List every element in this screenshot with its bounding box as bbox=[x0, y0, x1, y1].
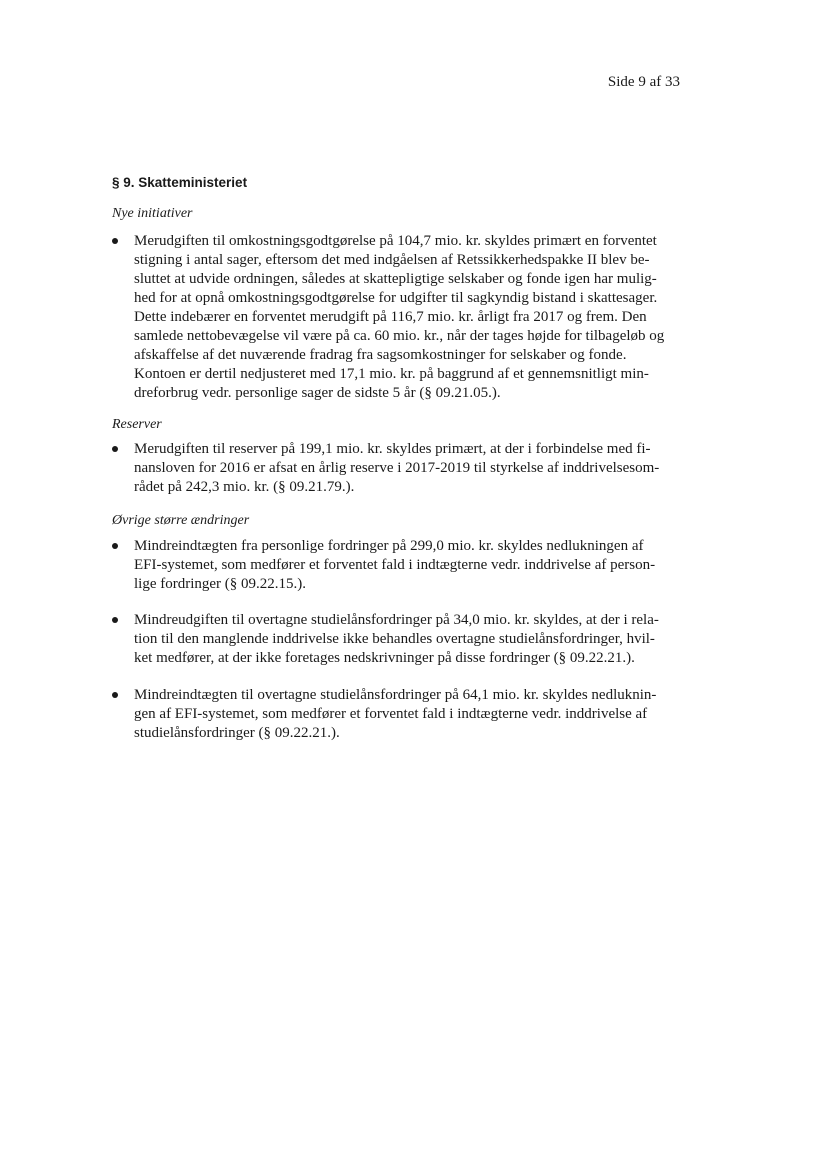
bullet-icon bbox=[112, 692, 118, 698]
bullet-icon bbox=[112, 238, 118, 244]
text-line: Mindreindtægten til overtagne studielånsfordringer på 64,1 mio. kr. skyldes nedluknin- bbox=[134, 687, 657, 703]
text-line: tion til den manglende inddrivelse ikke behandles overtagne studielånsfordringer, hvil- bbox=[134, 631, 655, 647]
text-line: hed for at opnå omkostningsgodtgørelse for udgifter til sagkyndig bistand i skattesager. bbox=[134, 290, 658, 306]
text-line: Merudgiften til omkostningsgodtgørelse på 104,7 mio. kr. skyldes primært en forventet bbox=[134, 233, 657, 249]
text-line: nansloven for 2016 er afsat en årlig reserve i 2017-2019 til styrkelse af inddrivelsesom- bbox=[134, 460, 660, 476]
subheading-nye-initiativer: Nye initiativer bbox=[112, 206, 193, 221]
subheading-oevrige-stoerre-aendringer: Øvrige større ændringer bbox=[112, 513, 250, 528]
text-line: EFI-systemet, som medfører et forventet fald i indtægterne vedr. inddrivelse af person- bbox=[134, 557, 656, 573]
text-line: Merudgiften til reserver på 199,1 mio. kr. skyldes primært, at der i forbindelse med fi- bbox=[134, 441, 651, 457]
text-line: afskaffelse af det nuværende fradrag fra sagsomkostninger for selskaber og fonde. bbox=[134, 347, 627, 363]
text-line: dreforbrug vedr. personlige sager de sidste 5 år (§ 09.21.05.). bbox=[134, 385, 501, 401]
text-line: Dette indebærer en forventet merudgift på 116,7 mio. kr. årligt fra 2017 og frem. Den bbox=[134, 309, 647, 325]
text-line: Mindreudgiften til overtagne studielånsfordringer på 34,0 mio. kr. skyldes, at der i rela- bbox=[134, 612, 659, 628]
subheading-reserver: Reserver bbox=[112, 417, 162, 432]
text-line: Mindreindtægten fra personlige fordringer på 299,0 mio. kr. skyldes nedlukningen af bbox=[134, 538, 644, 554]
section-title: § 9. Skatteministeriet bbox=[112, 175, 248, 190]
text-line: ket medfører, at der ikke foretages nedskrivninger på disse fordringer (§ 09.22.21.). bbox=[134, 650, 635, 666]
text-line: Kontoen er dertil nedjusteret med 17,1 mio. kr. på baggrund af et gennemsnitligt min- bbox=[134, 366, 649, 382]
text-line: lige fordringer (§ 09.22.15.). bbox=[134, 576, 307, 592]
page-number: Side 9 af 33 bbox=[607, 74, 680, 90]
text-line: samlede nettobevægelse vil være på ca. 60 mio. kr., når der tages højde for tilbageløb og bbox=[134, 328, 665, 344]
bullet-icon bbox=[112, 617, 118, 623]
bullet-icon bbox=[112, 446, 118, 452]
bullet-icon bbox=[112, 543, 118, 549]
text-line: studielånsfordringer (§ 09.22.21.). bbox=[134, 725, 340, 741]
text-line: gen af EFI-systemet, som medfører et forventet fald i indtægterne vedr. inddrivelse af bbox=[134, 706, 648, 722]
text-line: stigning i antal sager, eftersom det med indgåelsen af Retssikkerhedspakke II blev be- bbox=[134, 252, 650, 268]
text-line: sluttet at udvide ordningen, således at skattepligtige selskaber og fonde igen har mulig- bbox=[134, 271, 657, 287]
text-line: rådet på 242,3 mio. kr. (§ 09.21.79.). bbox=[134, 479, 355, 495]
